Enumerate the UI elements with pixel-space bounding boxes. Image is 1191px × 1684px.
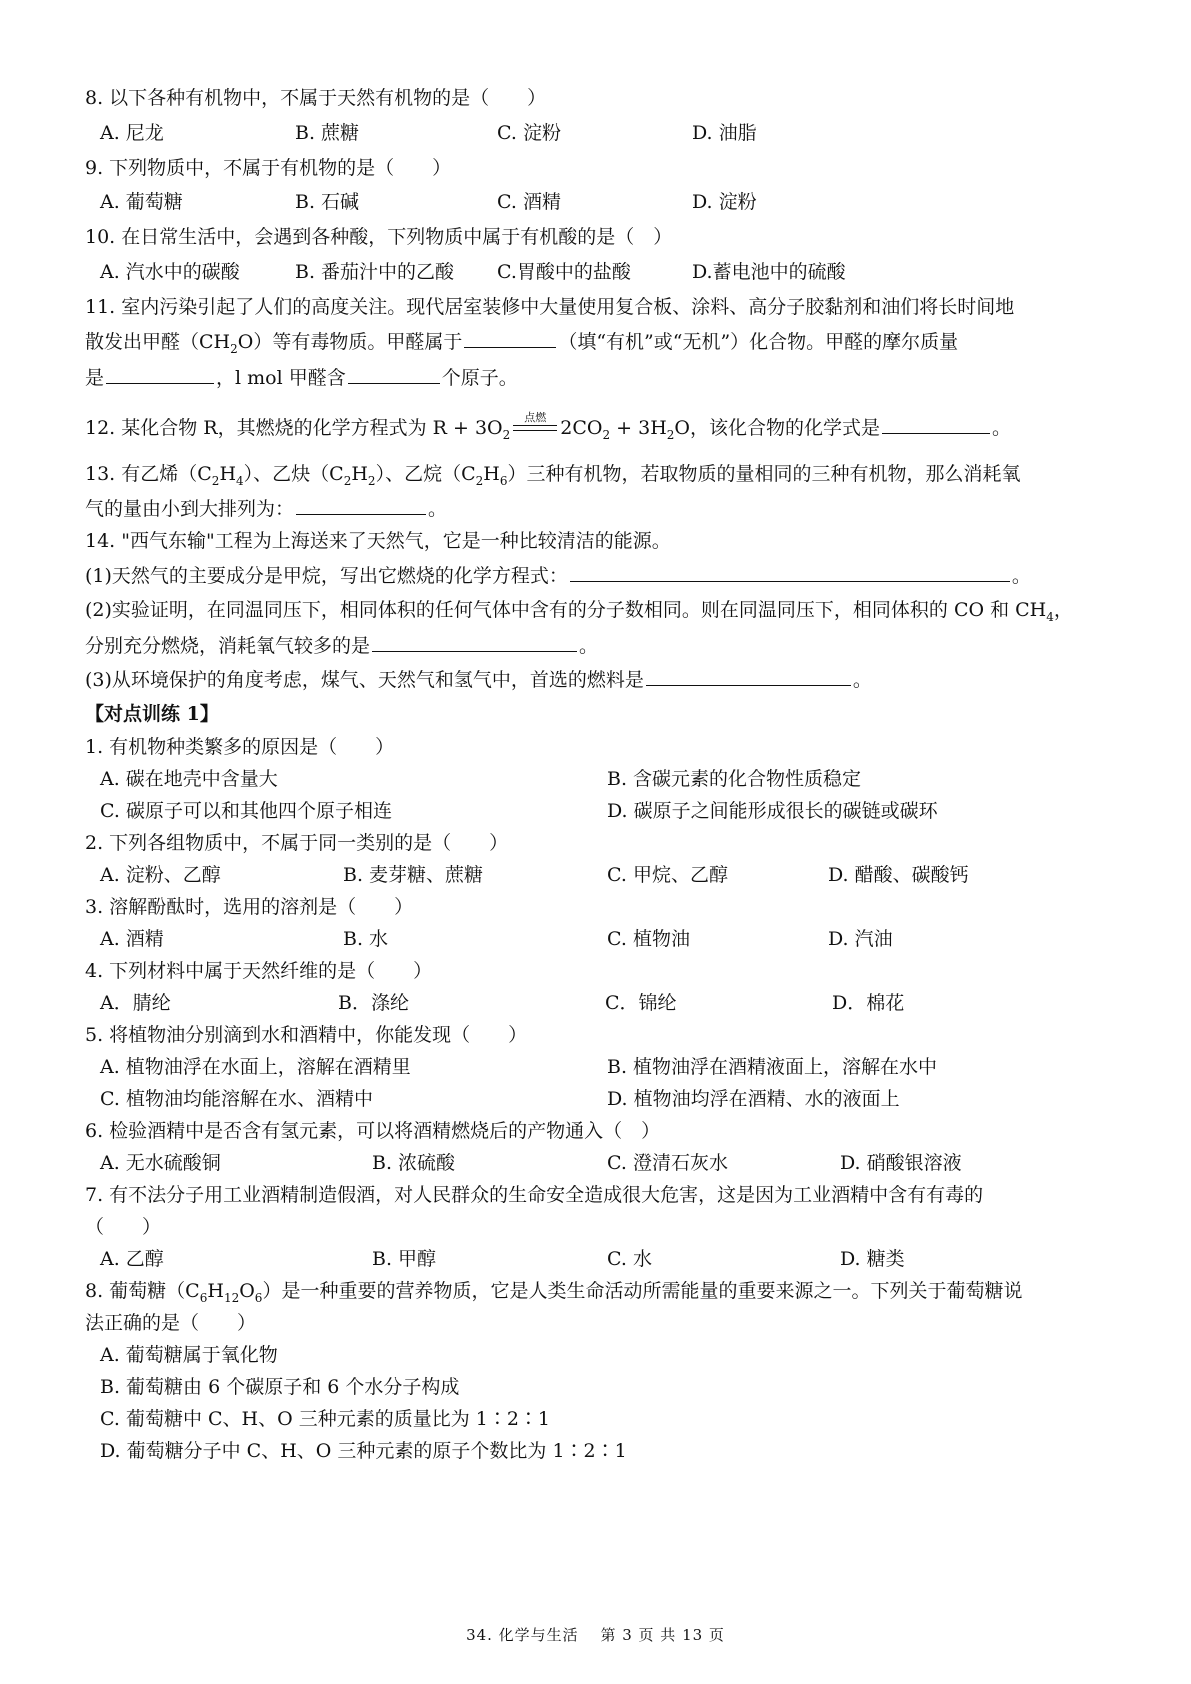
practice-7-option-b: B. 甲醇	[372, 1248, 437, 1270]
practice-6-option-b: B. 浓硫酸	[372, 1152, 456, 1174]
question-8-stem: 8. 以下各种有机物中，不属于天然有机物的是（ ）	[85, 87, 547, 109]
practice-3-option-d: D. 汽油	[828, 928, 893, 950]
question-10-option-d: D.蓄电池中的硫酸	[692, 261, 846, 283]
question-9-option-a: A. 葡萄糖	[100, 191, 183, 213]
practice-7-stem: 7. 有不法分子用工业酒精制造假酒，对人民群众的生命安全造成很大危害，这是因为工业酒精中含有有毒的	[85, 1184, 984, 1206]
practice-8-option-d: D. 葡萄糖分子中 C、H、O 三种元素的原子个数比为 1∶2∶1	[100, 1440, 627, 1462]
practice-2-option-a: A. 淀粉、乙醇	[100, 864, 221, 886]
answer-blank-formula[interactable]	[882, 415, 990, 434]
practice-6-option-a: A. 无水硫酸铜	[100, 1152, 221, 1174]
page-footer: 34. 化学与生活 第 3 页 共 13 页	[466, 1626, 725, 1644]
practice-8-line-1: 8. 葡萄糖$(C_6H_{12}O_6)$是一种重要的营养物质，它是人类生命活动所需能量的重要来源之一。下列关于葡萄糖说	[85, 1280, 1023, 1305]
question-10-option-a: A. 汽水中的碳酸	[100, 261, 240, 283]
practice-4-option-b: B．涤纶	[338, 992, 409, 1014]
answer-blank-more-oxygen[interactable]	[372, 633, 577, 652]
practice-3-option-c: C. 植物油	[607, 928, 690, 950]
question-14-part-1: (1)天然气的主要成分是甲烷，写出它燃烧的化学方程式： 。	[85, 565, 1031, 587]
practice-3-stem: 3. 溶解酚酞时，选用的溶剂是（ ）	[85, 896, 414, 918]
question-11-line-3: 是 ，l mol 甲醛含 个原子。	[85, 367, 518, 389]
practice-4-option-a: A．腈纶	[100, 992, 171, 1014]
practice-6-stem: 6. 检验酒精中是否含有氢元素，可以将酒精燃烧后的产物通入（ ）	[85, 1120, 661, 1142]
practice-4-stem: 4. 下列材料中属于天然纤维的是（ ）	[85, 960, 433, 982]
practice-4-option-d: D．棉花	[832, 992, 905, 1014]
practice-6-option-d: D. 硝酸银溶液	[840, 1152, 962, 1174]
practice-8-option-b: B. 葡萄糖由 6 个碳原子和 6 个水分子构成	[100, 1376, 460, 1398]
practice-1-stem: 1. 有机物种类繁多的原因是（ ）	[85, 736, 395, 758]
ignition-equals-sign: 点燃	[513, 420, 557, 438]
practice-5-option-c: C. 植物油均能溶解在水、酒精中	[100, 1088, 373, 1110]
question-9-option-d: D. 淀粉	[692, 191, 757, 213]
practice-1-option-d: D. 碳原子之间能形成很长的碳链或碳环	[607, 800, 938, 822]
practice-5-option-a: A. 植物油浮在水面上，溶解在酒精里	[100, 1056, 411, 1078]
question-10-option-b: B. 番茄汁中的乙酸	[295, 261, 455, 283]
question-14-part-2-line-2: 分别充分燃烧，消耗氧气较多的是 。	[85, 635, 599, 657]
question-11-line-1: 11. 室内污染引起了人们的高度关注。现代居室装修中大量使用复合板、涂料、高分子胶黏剂和油们将长时间地	[85, 296, 1015, 318]
question-10-stem: 10. 在日常生活中，会遇到各种酸，下列物质中属于有机酸的是（ ）	[85, 226, 673, 248]
practice-2-option-b: B. 麦芽糖、蔗糖	[343, 864, 484, 886]
question-8-option-c: C. 淀粉	[497, 122, 561, 144]
practice-8-line-2: 法正确的是（ ）	[85, 1312, 257, 1334]
practice-1-option-c: C. 碳原子可以和其他四个原子相连	[100, 800, 392, 822]
practice-2-stem: 2. 下列各组物质中，不属于同一类别的是（ ）	[85, 832, 509, 854]
practice-3-option-b: B. 水	[343, 928, 389, 950]
practice-2-option-d: D. 醋酸、碳酸钙	[828, 864, 969, 886]
practice-7-option-a: A. 乙醇	[100, 1248, 164, 1270]
practice-6-option-c: C. 澄清石灰水	[607, 1152, 728, 1174]
answer-blank-order[interactable]	[296, 496, 426, 515]
practice-7-option-c: C. 水	[607, 1248, 652, 1270]
question-12: 12. 某化合物 R，其燃烧的化学方程式为 $R + 3O_2$ 点燃 $2CO_2 + 3H_2O$，该化合物的化学式是 。	[85, 411, 1012, 442]
question-9-option-b: B. 石碱	[295, 191, 360, 213]
question-13-line-2: 气的量由小到大排列为： 。	[85, 498, 448, 520]
practice-3-option-a: A. 酒精	[100, 928, 164, 950]
question-13-line-1: 13. 有乙烯$(C_2H_4)$、乙炔$(C_2H_2)$、乙烷$(C_2H_6)$三种有机物，若取物质的量相同的三种有机物，那么消耗氧	[85, 463, 1021, 488]
practice-4-option-c: C．锦纶	[605, 992, 677, 1014]
question-14-stem: 14. "西气东输"工程为上海送来了天然气，它是一种比较清洁的能源。	[85, 530, 671, 552]
practice-7-option-d: D. 糖类	[840, 1248, 905, 1270]
practice-1-option-a: A. 碳在地壳中含量大	[100, 768, 278, 790]
question-8-option-d: D. 油脂	[692, 122, 757, 144]
practice-5-option-d: D. 植物油均浮在酒精、水的液面上	[607, 1088, 900, 1110]
practice-2-option-c: C. 甲烷、乙醇	[607, 864, 728, 886]
section-heading: 【对点训练 1】	[85, 703, 219, 725]
question-14-part-2-line-1: (2)实验证明，在同温同压下，相同体积的任何气体中含有的分子数相同。则在同温同压下，相同体积的 CO 和 $CH_4$，	[85, 599, 1073, 624]
question-10-option-c: C.胃酸中的盐酸	[497, 261, 631, 283]
question-14-part-3: (3)从环境保护的角度考虑，煤气、天然气和氢气中，首选的燃料是 。	[85, 669, 872, 691]
practice-1-option-b: B. 含碳元素的化合物性质稳定	[607, 768, 862, 790]
practice-7-paren: （ ）	[85, 1216, 162, 1238]
answer-blank-preferred-fuel[interactable]	[646, 667, 851, 686]
question-9-option-c: C. 酒精	[497, 191, 561, 213]
answer-blank-atom-count[interactable]	[348, 365, 440, 384]
question-8-option-a: A. 尼龙	[100, 122, 164, 144]
question-11-line-2: 散发出甲醛$(CH_2O)$等有毒物质。甲醛属于 （填“有机”或“无机”）化合物。甲醛的摩尔质量	[85, 331, 959, 356]
practice-8-option-c: C. 葡萄糖中 C、H、O 三种元素的质量比为 1∶2∶1	[100, 1408, 551, 1430]
answer-blank-methane-equation[interactable]	[570, 563, 1010, 582]
practice-8-option-a: A. 葡萄糖属于氧化物	[100, 1344, 278, 1366]
question-9-stem: 9. 下列物质中，不属于有机物的是（ ）	[85, 157, 452, 179]
answer-blank-organic-inorganic[interactable]	[464, 329, 556, 348]
question-8-option-b: B. 蔗糖	[295, 122, 360, 144]
practice-5-option-b: B. 植物油浮在酒精液面上，溶解在水中	[607, 1056, 938, 1078]
practice-5-stem: 5. 将植物油分别滴到水和酒精中，你能发现（ ）	[85, 1024, 528, 1046]
answer-blank-molar-mass[interactable]	[106, 365, 214, 384]
